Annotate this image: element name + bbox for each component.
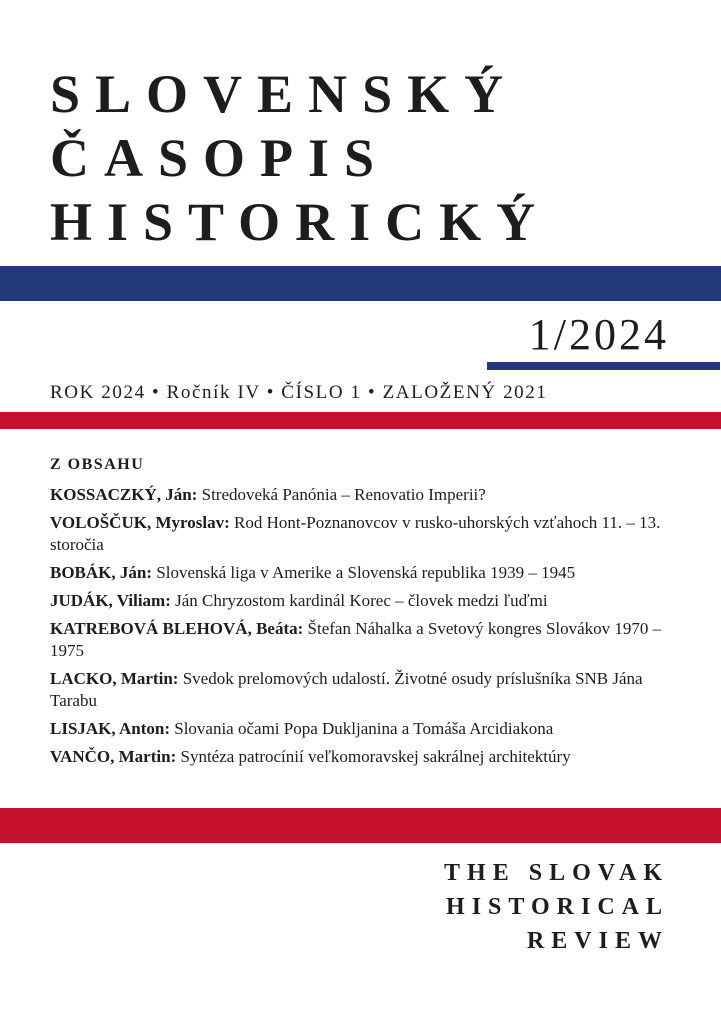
issue-underline xyxy=(487,362,720,370)
contents-entry xyxy=(50,484,680,506)
title-line-2: ČASOPIS xyxy=(50,128,390,188)
blue-band xyxy=(0,266,721,301)
red-band xyxy=(0,808,721,843)
issue-number: 1/2024 xyxy=(528,310,669,359)
red-divider xyxy=(0,412,721,429)
entry-title: Štefan Náhalka a Svetový kongres Slovákov 1970 – 1975 xyxy=(50,619,662,660)
entry-author: VOLOŠČUK, Myroslav: xyxy=(50,513,230,532)
english-title-line-3: REVIEW xyxy=(526,928,669,954)
entry-author: KOSSACZKÝ, Ján: xyxy=(50,485,198,504)
contents-entry xyxy=(50,668,680,712)
contents-entry xyxy=(50,746,680,768)
entry-title: Slovenská liga v Amerike a Slovenská republika 1939 – 1945 xyxy=(156,563,576,582)
contents-entry xyxy=(50,618,680,662)
journal-title xyxy=(50,62,550,254)
entry-title: Svedok prelomových udalostí. Životné osudy príslušníka SNB Jána Tarabu xyxy=(50,669,643,710)
entry-author: VANČO, Martin: xyxy=(50,747,177,766)
entry-author: JUDÁK, Viliam: xyxy=(50,591,171,610)
contents-entry xyxy=(50,718,680,740)
contents-heading: Z OBSAHU xyxy=(50,456,145,473)
entry-title: Syntéza patrocínií veľkomoravskej sakrálnej architektúry xyxy=(180,747,571,766)
title-line-1: SLOVENSKÝ xyxy=(50,64,519,124)
entry-title: Ján Chryzostom kardinál Korec – človek medzi ľuďmi xyxy=(175,591,548,610)
entry-title: Rod Hont-Poznanovcov v rusko-uhorských vzťahoch 11. – 13. storočia xyxy=(50,513,661,554)
english-title-line-2: HISTORICAL xyxy=(446,894,669,920)
english-title xyxy=(444,856,669,958)
entry-author: LACKO, Martin: xyxy=(50,669,179,688)
entry-title: Slovania očami Popa Dukljanina a Tomáša Arcidiakona xyxy=(174,719,554,738)
english-title-line-1: THE SLOVAK xyxy=(444,860,669,886)
contents-list xyxy=(50,484,680,774)
entry-author: KATREBOVÁ BLEHOVÁ, Beáta: xyxy=(50,619,304,638)
contents-entry xyxy=(50,590,680,612)
title-line-3: HISTORICKÝ xyxy=(50,192,551,252)
entry-author: BOBÁK, Ján: xyxy=(50,563,153,582)
entry-author: LISJAK, Anton: xyxy=(50,719,170,738)
publication-meta-line: ROK 2024 • Ročník IV • ČÍSLO 1 • ZALOŽENÝ 2021 xyxy=(50,382,548,403)
contents-entry xyxy=(50,512,680,556)
entry-title: Stredoveká Panónia – Renovatio Imperii? xyxy=(201,485,486,504)
contents-entry xyxy=(50,562,680,584)
